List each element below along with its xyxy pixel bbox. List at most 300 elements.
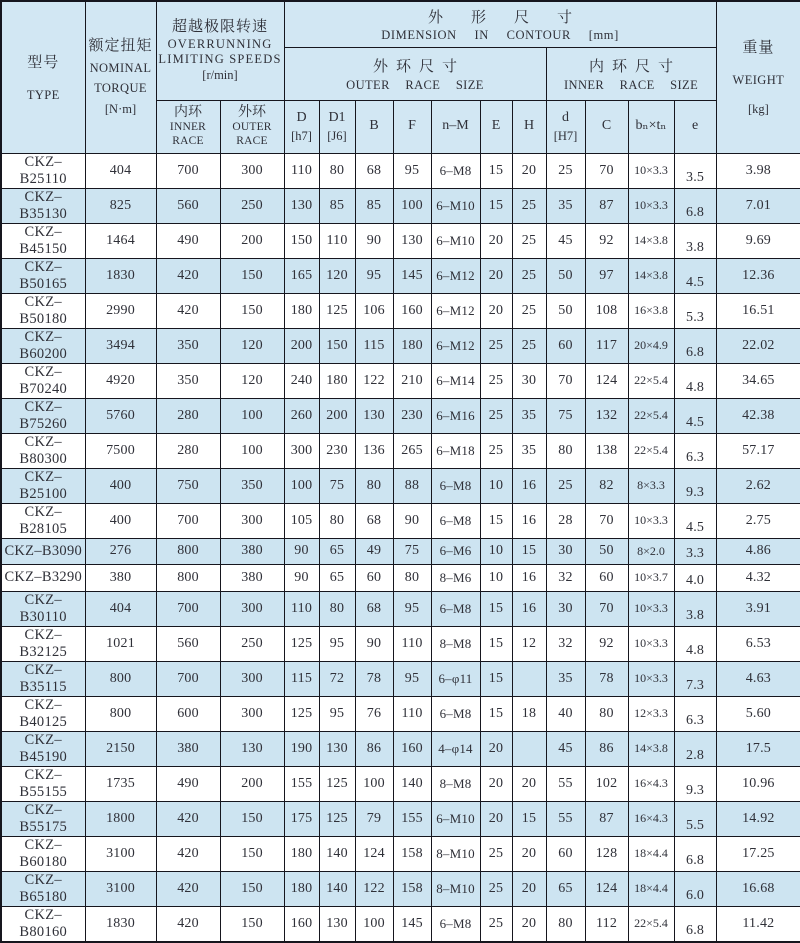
table-row [1, 433, 800, 468]
table-row [1, 871, 800, 906]
F-cell: 95 [393, 661, 431, 696]
bn-x-tn-cell: 10×3.3 [628, 661, 674, 696]
H-cell: 16 [512, 591, 546, 626]
weight-cell: 4.63 [716, 661, 800, 696]
nominal-torque-cell: 400 [85, 503, 156, 538]
n-M-cell: 6–M8 [431, 591, 480, 626]
header-col-E: E [480, 100, 512, 153]
n-M-cell: 8–M10 [431, 871, 480, 906]
inner-race-speed-cell: 700 [156, 503, 220, 538]
type-cell: CKZ–B50180 [1, 293, 85, 328]
nominal-torque-cell: 400 [85, 468, 156, 503]
F-cell: 158 [393, 871, 431, 906]
F-cell: 130 [393, 223, 431, 258]
D1-J6-cell: 65 [319, 538, 355, 565]
header-col-d: d [H7] [546, 100, 585, 153]
E-cell: 25 [480, 328, 512, 363]
nominal-torque-cell: 1021 [85, 626, 156, 661]
F-cell: 230 [393, 398, 431, 433]
bn-x-tn-cell: 18×4.4 [628, 871, 674, 906]
type-cell: CKZ–B70240 [1, 363, 85, 398]
H-cell: 25 [512, 293, 546, 328]
D-h7-cell: 115 [284, 661, 319, 696]
d-H7-cell: 32 [546, 626, 585, 661]
outer-race-speed-cell: 300 [220, 591, 284, 626]
F-cell: 140 [393, 766, 431, 801]
e-cell: 9.3 [674, 766, 716, 801]
H-cell: 20 [512, 153, 546, 188]
D1-J6-cell: 150 [319, 328, 355, 363]
bn-x-tn-cell: 22×5.4 [628, 433, 674, 468]
bn-x-tn-cell: 22×5.4 [628, 398, 674, 433]
inner-race-speed-cell: 350 [156, 363, 220, 398]
B-cell: 68 [355, 591, 393, 626]
table-row [1, 661, 800, 696]
H-cell: 25 [512, 258, 546, 293]
d-H7-cell: 60 [546, 836, 585, 871]
D1-J6-cell: 230 [319, 433, 355, 468]
e-cell: 6.3 [674, 433, 716, 468]
F-cell: 265 [393, 433, 431, 468]
bn-x-tn-cell: 10×3.3 [628, 503, 674, 538]
outer-race-speed-cell: 300 [220, 661, 284, 696]
B-cell: 80 [355, 468, 393, 503]
H-cell: 12 [512, 626, 546, 661]
D1-J6-cell: 80 [319, 503, 355, 538]
outer-race-speed-cell: 150 [220, 871, 284, 906]
bn-x-tn-cell: 10×3.3 [628, 591, 674, 626]
header-type-zh: 型号 [27, 55, 60, 72]
F-cell: 160 [393, 731, 431, 766]
E-cell: 25 [480, 363, 512, 398]
outer-race-speed-cell: 200 [220, 766, 284, 801]
table-row [1, 731, 800, 766]
C-cell: 92 [585, 626, 628, 661]
F-cell: 180 [393, 328, 431, 363]
outer-race-speed-cell: 120 [220, 328, 284, 363]
weight-cell: 2.62 [716, 468, 800, 503]
B-cell: 136 [355, 433, 393, 468]
header-col-B: B [355, 100, 393, 153]
D1-J6-cell: 140 [319, 836, 355, 871]
d-H7-cell: 32 [546, 565, 585, 592]
B-cell: 86 [355, 731, 393, 766]
bn-x-tn-cell: 10×3.7 [628, 565, 674, 592]
type-cell: CKZ–B60180 [1, 836, 85, 871]
d-H7-cell: 80 [546, 906, 585, 942]
C-cell: 128 [585, 836, 628, 871]
C-cell: 87 [585, 188, 628, 223]
B-cell: 100 [355, 906, 393, 942]
d-H7-cell: 55 [546, 801, 585, 836]
E-cell: 25 [480, 871, 512, 906]
d-H7-cell: 70 [546, 363, 585, 398]
D-h7-cell: 90 [284, 538, 319, 565]
D-h7-cell: 260 [284, 398, 319, 433]
H-cell: 16 [512, 468, 546, 503]
H-cell: 15 [512, 801, 546, 836]
weight-cell: 6.53 [716, 626, 800, 661]
E-cell: 20 [480, 766, 512, 801]
F-cell: 88 [393, 468, 431, 503]
D1-J6-cell: 125 [319, 801, 355, 836]
nominal-torque-cell: 3100 [85, 836, 156, 871]
e-cell: 9.3 [674, 468, 716, 503]
inner-race-speed-cell: 380 [156, 731, 220, 766]
e-cell: 6.3 [674, 696, 716, 731]
n-M-cell: 6–M8 [431, 153, 480, 188]
header-col-D1: D1 [J6] [319, 100, 355, 153]
d-H7-cell: 35 [546, 661, 585, 696]
header-dimension-in-contour: 外形尺寸 DIMENSION IN CONTOUR [mm] [284, 1, 716, 47]
table-row [1, 801, 800, 836]
H-cell: 30 [512, 363, 546, 398]
outer-race-speed-cell: 300 [220, 153, 284, 188]
table-body [1, 153, 800, 942]
weight-cell: 57.17 [716, 433, 800, 468]
D1-J6-cell: 140 [319, 871, 355, 906]
table-row [1, 223, 800, 258]
weight-cell: 34.65 [716, 363, 800, 398]
F-cell: 155 [393, 801, 431, 836]
D-h7-cell: 175 [284, 801, 319, 836]
F-cell: 145 [393, 258, 431, 293]
B-cell: 100 [355, 766, 393, 801]
C-cell: 60 [585, 565, 628, 592]
B-cell: 68 [355, 503, 393, 538]
outer-race-speed-cell: 150 [220, 258, 284, 293]
d-H7-cell: 50 [546, 293, 585, 328]
B-cell: 78 [355, 661, 393, 696]
H-cell [512, 731, 546, 766]
F-cell: 75 [393, 538, 431, 565]
table-row [1, 906, 800, 942]
inner-race-speed-cell: 420 [156, 836, 220, 871]
B-cell: 90 [355, 626, 393, 661]
D1-J6-cell: 80 [319, 591, 355, 626]
nominal-torque-cell: 3494 [85, 328, 156, 363]
D-h7-cell: 110 [284, 591, 319, 626]
outer-race-speed-cell: 150 [220, 801, 284, 836]
C-cell: 138 [585, 433, 628, 468]
nominal-torque-cell: 3100 [85, 871, 156, 906]
table-row [1, 696, 800, 731]
inner-race-speed-cell: 490 [156, 223, 220, 258]
D-h7-cell: 110 [284, 153, 319, 188]
e-cell: 3.5 [674, 153, 716, 188]
E-cell: 15 [480, 188, 512, 223]
H-cell: 35 [512, 433, 546, 468]
outer-race-speed-cell: 380 [220, 565, 284, 592]
type-cell: CKZ–B28105 [1, 503, 85, 538]
B-cell: 60 [355, 565, 393, 592]
e-cell: 4.8 [674, 363, 716, 398]
type-cell: CKZ–B25100 [1, 468, 85, 503]
type-cell: CKZ–B55155 [1, 766, 85, 801]
d-H7-cell: 50 [546, 258, 585, 293]
bn-x-tn-cell: 10×3.3 [628, 153, 674, 188]
C-cell: 80 [585, 696, 628, 731]
outer-race-speed-cell: 120 [220, 363, 284, 398]
d-H7-cell: 55 [546, 766, 585, 801]
H-cell: 16 [512, 565, 546, 592]
D1-J6-cell: 125 [319, 293, 355, 328]
inner-race-speed-cell: 420 [156, 258, 220, 293]
e-cell: 4.8 [674, 626, 716, 661]
table-row [1, 503, 800, 538]
weight-cell: 2.75 [716, 503, 800, 538]
B-cell: 122 [355, 363, 393, 398]
n-M-cell: 6–M10 [431, 188, 480, 223]
B-cell: 85 [355, 188, 393, 223]
E-cell: 15 [480, 591, 512, 626]
nominal-torque-cell: 1800 [85, 801, 156, 836]
n-M-cell: 6–M10 [431, 223, 480, 258]
bn-x-tn-cell: 8×2.0 [628, 538, 674, 565]
bn-x-tn-cell: 16×4.3 [628, 766, 674, 801]
d-H7-cell: 25 [546, 468, 585, 503]
header-inner-race-speed: 内环 INNER RACE [156, 100, 220, 153]
e-cell: 3.8 [674, 223, 716, 258]
bn-x-tn-cell: 8×3.3 [628, 468, 674, 503]
header-col-D: D [h7] [284, 100, 319, 153]
d-H7-cell: 75 [546, 398, 585, 433]
D-h7-cell: 100 [284, 468, 319, 503]
D-h7-cell: 180 [284, 871, 319, 906]
outer-race-speed-cell: 300 [220, 503, 284, 538]
weight-cell: 17.5 [716, 731, 800, 766]
e-cell: 4.0 [674, 565, 716, 592]
d-H7-cell: 25 [546, 153, 585, 188]
outer-race-speed-cell: 100 [220, 398, 284, 433]
weight-cell: 14.92 [716, 801, 800, 836]
e-cell: 5.3 [674, 293, 716, 328]
D1-J6-cell: 95 [319, 696, 355, 731]
nominal-torque-cell: 7500 [85, 433, 156, 468]
D1-J6-cell: 125 [319, 766, 355, 801]
bn-x-tn-cell: 20×4.9 [628, 328, 674, 363]
C-cell: 92 [585, 223, 628, 258]
n-M-cell: 6–M12 [431, 328, 480, 363]
nominal-torque-cell: 2990 [85, 293, 156, 328]
type-cell: CKZ–B35115 [1, 661, 85, 696]
weight-cell: 4.32 [716, 565, 800, 592]
e-cell: 6.8 [674, 906, 716, 942]
D-h7-cell: 180 [284, 293, 319, 328]
nominal-torque-cell: 276 [85, 538, 156, 565]
n-M-cell: 6–M12 [431, 258, 480, 293]
D1-J6-cell: 85 [319, 188, 355, 223]
outer-race-speed-cell: 130 [220, 731, 284, 766]
type-cell: CKZ–B3090 [1, 538, 85, 565]
B-cell: 124 [355, 836, 393, 871]
D1-J6-cell: 130 [319, 906, 355, 942]
inner-race-speed-cell: 420 [156, 801, 220, 836]
e-cell: 4.5 [674, 398, 716, 433]
D-h7-cell: 300 [284, 433, 319, 468]
E-cell: 10 [480, 538, 512, 565]
F-cell: 95 [393, 153, 431, 188]
table-row [1, 766, 800, 801]
type-cell: CKZ–B3290 [1, 565, 85, 592]
D1-J6-cell: 130 [319, 731, 355, 766]
outer-race-speed-cell: 200 [220, 223, 284, 258]
table-header [1, 1, 800, 153]
header-overrunning-speeds: 超越极限转速 OVERRUNNING LIMITING SPEEDS [r/min] [156, 1, 284, 100]
weight-cell: 11.42 [716, 906, 800, 942]
C-cell: 86 [585, 731, 628, 766]
C-cell: 78 [585, 661, 628, 696]
n-M-cell: 8–M6 [431, 565, 480, 592]
B-cell: 90 [355, 223, 393, 258]
header-type-en: TYPE [26, 88, 60, 103]
n-M-cell: 6–M6 [431, 538, 480, 565]
F-cell: 210 [393, 363, 431, 398]
header-col-nM: n–M [431, 100, 480, 153]
n-M-cell: 8–M8 [431, 766, 480, 801]
D-h7-cell: 130 [284, 188, 319, 223]
D1-J6-cell: 95 [319, 626, 355, 661]
header-nominal-torque: 额定扭矩 NOMINAL TORQUE [N·m] [85, 1, 156, 153]
H-cell: 16 [512, 503, 546, 538]
header-inner-race-size: 内环尺寸 INNER RACE SIZE [546, 47, 716, 100]
D-h7-cell: 105 [284, 503, 319, 538]
F-cell: 110 [393, 626, 431, 661]
outer-race-speed-cell: 150 [220, 293, 284, 328]
e-cell: 4.5 [674, 503, 716, 538]
D-h7-cell: 90 [284, 565, 319, 592]
E-cell: 15 [480, 503, 512, 538]
weight-cell: 7.01 [716, 188, 800, 223]
weight-cell: 16.68 [716, 871, 800, 906]
n-M-cell: 6–M8 [431, 503, 480, 538]
header-outer-race-size: 外环尺寸 OUTER RACE SIZE [284, 47, 546, 100]
e-cell: 6.8 [674, 188, 716, 223]
table-row [1, 293, 800, 328]
D-h7-cell: 240 [284, 363, 319, 398]
table-row [1, 398, 800, 433]
table-row [1, 565, 800, 592]
outer-race-speed-cell: 150 [220, 906, 284, 942]
C-cell: 124 [585, 363, 628, 398]
inner-race-speed-cell: 800 [156, 538, 220, 565]
D-h7-cell: 125 [284, 696, 319, 731]
type-cell: CKZ–B45190 [1, 731, 85, 766]
weight-cell: 5.60 [716, 696, 800, 731]
nominal-torque-cell: 825 [85, 188, 156, 223]
C-cell: 132 [585, 398, 628, 433]
weight-cell: 4.86 [716, 538, 800, 565]
D1-J6-cell: 180 [319, 363, 355, 398]
nominal-torque-cell: 404 [85, 153, 156, 188]
D-h7-cell: 150 [284, 223, 319, 258]
type-cell: CKZ–B65180 [1, 871, 85, 906]
C-cell: 70 [585, 153, 628, 188]
E-cell: 25 [480, 836, 512, 871]
inner-race-speed-cell: 700 [156, 153, 220, 188]
E-cell: 15 [480, 696, 512, 731]
d-H7-cell: 30 [546, 538, 585, 565]
weight-cell: 12.36 [716, 258, 800, 293]
outer-race-speed-cell: 250 [220, 188, 284, 223]
D-h7-cell: 125 [284, 626, 319, 661]
weight-cell: 17.25 [716, 836, 800, 871]
bn-x-tn-cell: 14×3.8 [628, 258, 674, 293]
e-cell: 6.8 [674, 836, 716, 871]
d-H7-cell: 45 [546, 731, 585, 766]
bn-x-tn-cell: 10×3.3 [628, 188, 674, 223]
C-cell: 112 [585, 906, 628, 942]
type-cell: CKZ–B80160 [1, 906, 85, 942]
inner-race-speed-cell: 420 [156, 293, 220, 328]
e-cell: 4.5 [674, 258, 716, 293]
H-cell: 25 [512, 188, 546, 223]
weight-cell: 42.38 [716, 398, 800, 433]
table-row [1, 538, 800, 565]
table-row [1, 188, 800, 223]
nominal-torque-cell: 1830 [85, 258, 156, 293]
d-H7-cell: 45 [546, 223, 585, 258]
inner-race-speed-cell: 490 [156, 766, 220, 801]
d-H7-cell: 35 [546, 188, 585, 223]
H-cell: 15 [512, 538, 546, 565]
table-row [1, 626, 800, 661]
inner-race-speed-cell: 600 [156, 696, 220, 731]
D-h7-cell: 200 [284, 328, 319, 363]
n-M-cell: 8–M8 [431, 626, 480, 661]
type-cell: CKZ–B50165 [1, 258, 85, 293]
d-H7-cell: 65 [546, 871, 585, 906]
e-cell: 3.8 [674, 591, 716, 626]
e-cell: 6.0 [674, 871, 716, 906]
B-cell: 49 [355, 538, 393, 565]
inner-race-speed-cell: 560 [156, 188, 220, 223]
B-cell: 95 [355, 258, 393, 293]
E-cell: 15 [480, 153, 512, 188]
n-M-cell: 6–M8 [431, 468, 480, 503]
inner-race-speed-cell: 280 [156, 398, 220, 433]
H-cell: 25 [512, 223, 546, 258]
type-cell: CKZ–B55175 [1, 801, 85, 836]
bn-x-tn-cell: 14×3.8 [628, 223, 674, 258]
n-M-cell: 6–M8 [431, 906, 480, 942]
nominal-torque-cell: 800 [85, 696, 156, 731]
E-cell: 20 [480, 293, 512, 328]
C-cell: 82 [585, 468, 628, 503]
header-type [1, 1, 85, 153]
outer-race-speed-cell: 380 [220, 538, 284, 565]
header-outer-race-speed: 外环 OUTER RACE [220, 100, 284, 153]
outer-race-speed-cell: 350 [220, 468, 284, 503]
table-row [1, 328, 800, 363]
n-M-cell: 8–M10 [431, 836, 480, 871]
n-M-cell: 6–M8 [431, 696, 480, 731]
bn-x-tn-cell: 10×3.3 [628, 626, 674, 661]
D1-J6-cell: 110 [319, 223, 355, 258]
F-cell: 145 [393, 906, 431, 942]
bn-x-tn-cell: 22×5.4 [628, 363, 674, 398]
B-cell: 68 [355, 153, 393, 188]
e-cell: 5.5 [674, 801, 716, 836]
D-h7-cell: 155 [284, 766, 319, 801]
d-H7-cell: 30 [546, 591, 585, 626]
nominal-torque-cell: 800 [85, 661, 156, 696]
C-cell: 117 [585, 328, 628, 363]
F-cell: 90 [393, 503, 431, 538]
E-cell: 10 [480, 565, 512, 592]
header-col-H: H [512, 100, 546, 153]
bn-x-tn-cell: 22×5.4 [628, 906, 674, 942]
